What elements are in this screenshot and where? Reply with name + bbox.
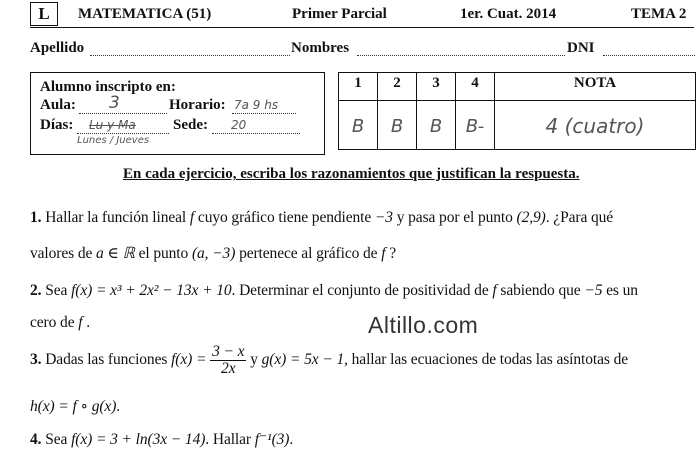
exercise-1-text-h: pertenece al gráfico de [239,245,378,262]
grade-mark-2: B [378,101,417,150]
exercise-2-text-d: es un [606,282,638,299]
exercise-1-point2: (a, −3) [191,245,236,262]
aula-field[interactable] [79,113,167,114]
exercise-4-inverse: f⁻¹(3) [254,431,290,448]
instruction: En cada ejercicio, escriba los razonamientos que justifican la respuesta. [123,166,580,182]
exercise-2-number: 2. [30,282,42,299]
exercise-2-line-2 [30,314,90,332]
nota-header: NOTA [495,73,696,101]
dias-note: Lunes / Jueves [77,135,150,146]
exercise-1-text-d: . ¿Para qué [545,209,614,226]
grade-mark-3: B [417,101,456,150]
sede-field[interactable] [212,133,300,134]
exercise-1-point: (2,9) [516,209,546,226]
grade-col-1: 1 [339,73,378,101]
exercise-3-line-1 [30,344,628,377]
exam-period: 1er. Cuat. 2014 [460,6,557,22]
enrollment-title: Alumno inscripto en: [40,79,176,95]
exercise-3-fraction [210,344,246,377]
header-rule [30,27,694,28]
surname-label: Apellido [30,40,85,56]
grade-mark-4: B- [456,101,495,150]
watermark-logo: Altillo.com [368,312,479,338]
exercise-4-text-b: . Hallar [205,431,251,448]
dias-label: Días: [40,117,74,133]
grade-col-3: 3 [417,73,456,101]
horario-value: 7a 9 hs [234,98,279,112]
exercise-3-text-b: y [250,351,258,369]
exam-theme: TEMA 2 [631,6,687,22]
exercise-3-text-c: , hallar las ecuaciones de todas las asíntotas de [344,351,629,369]
exercise-3-denominator: 2x [221,360,236,377]
dni-field[interactable] [603,55,695,56]
exercise-1-text-b: cuyo gráfico tiene pendiente [197,209,372,226]
grade-table [338,72,696,150]
exercise-2-text-b: . Determinar el conjunto de positividad de [231,282,489,299]
exercise-3-number: 3. [30,351,42,369]
exercise-2-f2: f [78,314,83,331]
exercise-1-set: a ∈ ℝ [96,245,135,262]
exercise-4-line-1 [30,430,293,449]
names-field[interactable] [357,55,565,56]
exercise-3-line-2 [30,397,120,416]
exercise-2-text-a: Sea [45,282,68,299]
exercise-3-numerator: 3 − x [212,343,245,360]
exercise-2-root: −5 [584,282,603,299]
final-grade: 4 (cuatro) [495,101,696,150]
exam-title: Primer Parcial [292,6,387,22]
dias-field[interactable] [77,133,169,134]
exercise-2-f: f [492,282,497,299]
enrollment-box [30,72,325,155]
exercise-3-g: g(x) = 5x − 1 [261,351,345,369]
exercise-2-function: f(x) = x³ + 2x² − 13x + 10 [71,282,232,299]
sede-value: 20 [231,118,247,132]
exercise-1-text-i: ? [389,245,397,262]
exercise-4-text-a: Sea [45,431,68,448]
exercise-2-line-1 [30,282,638,300]
version-letter-box: L [30,2,58,26]
exercise-1-line-2 [30,244,396,263]
grade-col-2: 2 [378,73,417,101]
exercise-3-h: h(x) = f ∘ g(x) [30,398,117,415]
exercise-2-text-e: cero de [30,314,75,331]
names-label: Nombres [291,40,350,56]
exercise-3-f-lhs: f(x) = [171,351,207,369]
grade-col-4: 4 [456,73,495,101]
exercise-4-number: 4. [30,431,42,448]
exercise-3-text-a: Dadas las funciones [45,351,168,369]
exercise-1-f: f [189,209,195,226]
dias-value: Lu y Ma [89,118,136,132]
exercise-1-slope: −3 [374,209,393,226]
dni-label: DNI [567,40,595,56]
exercise-2-text-c: sabiendo que [500,282,581,299]
exercise-3-text-d: . [116,398,121,415]
subject-title: MATEMATICA (51) [78,6,212,22]
surname-field[interactable] [90,55,290,56]
aula-label: Aula: [40,97,76,113]
sede-label: Sede: [173,117,208,133]
exercise-1-line-1 [30,209,613,227]
exercise-1-number: 1. [30,209,42,226]
exercise-1-text-g: el punto [138,245,189,262]
exercise-2-text-g: . [86,314,91,331]
exercise-4-function: f(x) = 3 + ln(3x − 14) [71,431,206,448]
exercise-4-text-c: . [289,431,294,448]
exercise-1-text-a: Hallar la función lineal [45,209,187,226]
horario-field[interactable] [232,113,296,114]
grade-mark-1: B [339,101,378,150]
aula-value: 3 [109,93,120,113]
horario-label: Horario: [169,97,226,113]
exercise-1-text-c: y pasa por el punto [396,209,513,226]
exercise-1-text-e: valores de [30,245,93,262]
exercise-1-f2: f [381,245,386,262]
